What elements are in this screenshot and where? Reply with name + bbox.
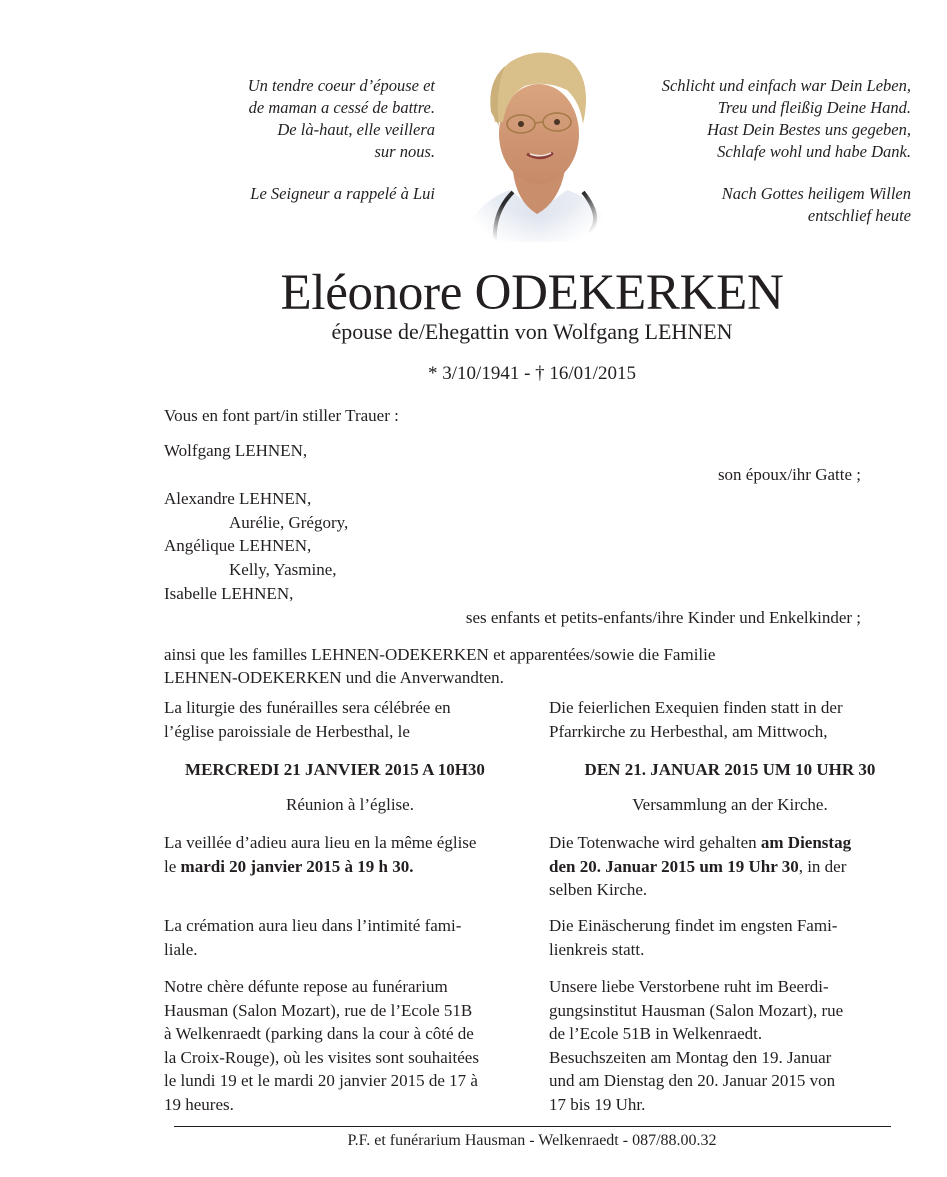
german-rest <box>549 975 929 1116</box>
text-fragment: Die Totenwache wird gehalten <box>549 833 761 852</box>
text-line: Unsere liebe Verstorbene ruht im Beerdi- <box>549 977 829 996</box>
text-line: Notre chère défunte repose au funérarium <box>164 977 448 996</box>
bold-fragment: am Dienstag <box>760 833 852 852</box>
german-poem <box>662 75 911 227</box>
french-vigil <box>164 831 536 878</box>
text-line: La veillée d’adieu aura lieu en la même église <box>164 833 477 852</box>
poem-line: Un tendre coeur d’épouse et <box>247 76 435 95</box>
families-line: ainsi que les familles LEHNEN-ODEKERKEN et apparentées/sowie die Familie <box>164 645 716 664</box>
poem-closing: entschlief heute <box>807 206 911 225</box>
poem-line: de maman a cessé de battre. <box>248 98 435 117</box>
mourners-intro: Vous en font part/in stiller Trauer : <box>164 406 399 425</box>
text-line <box>549 831 929 855</box>
spouse-line: épouse de/Ehegattin von Wolfgang LEHNEN <box>331 319 733 344</box>
german-date-heading <box>544 758 916 782</box>
text-line: la Croix-Rouge), où les visites sont souhaitées <box>164 1047 479 1067</box>
poem-line: Schlicht und einfach war Dein Leben, <box>661 76 911 95</box>
text-line: liale. <box>164 939 198 959</box>
grandchildren: Aurélie, Grégory, <box>229 513 349 532</box>
deceased-name: Eléonore ODEKERKEN <box>280 265 784 321</box>
poem-line: De là-haut, elle veillera <box>277 120 435 139</box>
text-line: selben Kirche. <box>549 880 648 899</box>
text-line: Die feierlichen Exequien finden statt in der <box>549 698 843 717</box>
text-fragment: le <box>164 856 181 876</box>
french-cremation <box>164 914 536 961</box>
text-line: le lundi 19 et le mardi 20 janvier 2015 de 17 à <box>164 1071 478 1090</box>
french-rest <box>164 975 544 1116</box>
text-line: 19 heures. <box>164 1094 234 1114</box>
bold-fragment: den 20. Januar 2015 um 19 Uhr 30 <box>549 856 799 876</box>
child-name: Alexandre LEHNEN, <box>164 489 312 508</box>
poem-closing: Le Seigneur a rappelé à Lui <box>250 184 435 203</box>
text-fragment: , in der <box>798 856 847 876</box>
text-line: Pfarrkirche zu Herbesthal, am Mittwoch, <box>549 721 828 741</box>
date-heading: DEN 21. JANUAR 2015 UM 10 UHR 30 <box>584 760 876 779</box>
text-line: Die Einäscherung findet im engsten Fami- <box>549 916 838 935</box>
text-line: La liturgie des funérailles sera célébrée en <box>164 698 451 717</box>
poem-closing: Nach Gottes heiligem Willen <box>721 184 911 203</box>
portrait-photo <box>455 42 620 242</box>
german-cremation <box>549 914 921 961</box>
footer-divider <box>174 1126 891 1127</box>
german-meeting: Versammlung an der Kirche. <box>632 795 828 814</box>
text-line: gungsinstitut Hausman (Salon Mozart), rue <box>549 1000 844 1020</box>
text-line: à Welkenraedt (parking dans la cour à côté de <box>164 1024 474 1043</box>
german-vigil <box>549 831 929 902</box>
text-line <box>164 855 536 879</box>
poem-line: Schlafe wohl und habe Dank. <box>717 142 911 161</box>
french-liturgy <box>164 696 536 743</box>
german-liturgy <box>549 696 921 743</box>
text-line: La crémation aura lieu dans l’intimité fami- <box>164 916 462 935</box>
french-poem <box>248 75 435 205</box>
life-dates: * 3/10/1941 - † 16/01/2015 <box>428 363 636 384</box>
bold-fragment: mardi 20 janvier 2015 à 19 h 30. <box>180 856 414 876</box>
text-line: und am Dienstag den 20. Januar 2015 von <box>549 1071 836 1090</box>
child-name: Isabelle LEHNEN, <box>164 584 294 603</box>
text-line: Hausman (Salon Mozart), rue de l’Ecole 51B <box>164 1000 473 1020</box>
poem-line: sur nous. <box>374 142 435 161</box>
date-heading: MERCREDI 21 JANVIER 2015 A 10H30 <box>185 760 485 779</box>
text-line: de l’Ecole 51B in Welkenraedt. <box>549 1024 763 1043</box>
families-line: LEHNEN-ODEKERKEN und die Anverwandten. <box>164 668 504 687</box>
child-name: Angélique LEHNEN, <box>164 536 312 555</box>
text-line: 17 bis 19 Uhr. <box>549 1094 646 1114</box>
text-line: l’église paroissiale de Herbesthal, le <box>164 721 410 741</box>
text-line: Besuchszeiten am Montag den 19. Januar <box>549 1047 832 1067</box>
portrait-image <box>455 42 620 242</box>
poem-line: Hast Dein Bestes uns gegeben, <box>707 120 911 139</box>
text-line <box>549 855 929 879</box>
text-line: lienkreis statt. <box>549 939 645 959</box>
poem-line: Treu und fleißig Deine Hand. <box>717 98 911 117</box>
spouse-role: son époux/ihr Gatte ; <box>717 465 861 484</box>
footer-funeral-home: P.F. et funérarium Hausman - Welkenraedt - 087/88.00.32 <box>347 1132 717 1149</box>
french-meeting: Réunion à l’église. <box>286 795 414 814</box>
grandchildren: Kelly, Yasmine, <box>229 560 337 579</box>
french-date-heading <box>149 758 521 782</box>
children-role: ses enfants et petits-enfants/ihre Kinder und Enkelkinder ; <box>465 608 861 627</box>
spouse-name: Wolfgang LEHNEN, <box>164 441 308 460</box>
